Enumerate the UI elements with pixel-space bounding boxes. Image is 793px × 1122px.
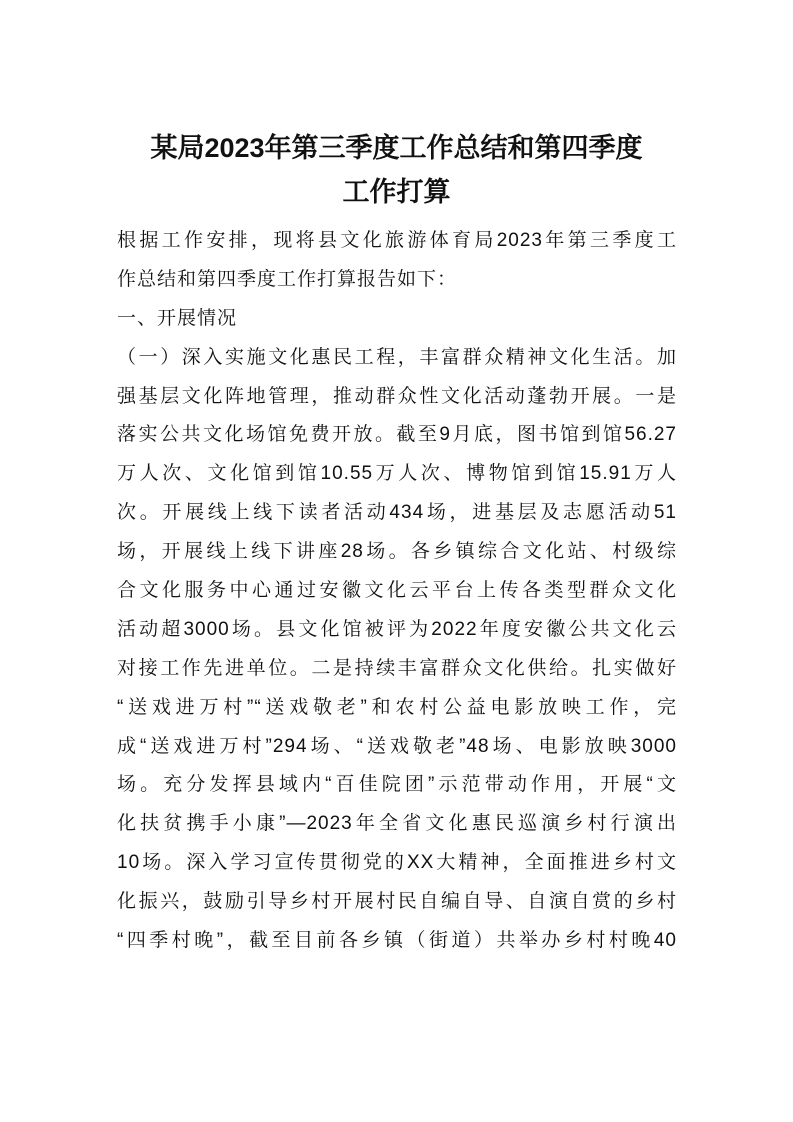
body-line: 活动超3000场。县文化馆被评为2022年度安徽公共文化云 [117,618,677,640]
body-line: 次。开展线上线下读者活动434场，进基层及志愿活动51 [117,502,677,524]
document-title-line-1: 某局2023年第三季度工作总结和第四季度 [150,133,643,163]
document-title-line-2: 工作打算 [342,177,451,207]
body-line: 合文化服务中心通过安徽文化云平台上传各类型群众文化 [117,580,677,602]
body-line: 场，开展线上线下讲座28场。各乡镇综合文化站、村级综 [117,541,677,563]
body-line: 场。充分发挥县域内“百佳院团”示范带动作用，开展“文 [117,774,677,796]
document-body [117,222,677,961]
body-line: 强基层文化阵地管理，推动群众性文化活动蓬勃开展。一是 [117,385,677,407]
section-heading: 一、开展情况 [117,307,238,329]
body-line: 化振兴，鼓励引导乡村开展村民自编自导、自演自赏的乡村 [117,891,677,913]
body-line: 对接工作先进单位。二是持续丰富群众文化供给。扎实做好 [117,657,677,679]
body-line: （一）深入实施文化惠民工程，丰富群众精神文化生活。加 [117,346,677,368]
body-line: 成“送戏进万村”294场、“送戏敬老”48场、电影放映3000 [117,735,677,757]
body-line: 化扶贫携手小康”—2023年全省文化惠民巡演乡村行演出 [117,813,677,835]
body-line: “送戏进万村”“送戏敬老”和农村公益电影放映工作，完 [117,696,677,718]
body-line: 落实公共文化场馆免费开放。截至9月底，图书馆到馆56.27 [117,424,677,446]
body-line: 万人次、文化馆到馆10.55万人次、博物馆到馆15.91万人 [117,463,677,485]
body-line: 作总结和第四季度工作打算报告如下： [117,268,458,290]
body-line: “四季村晚”，截至目前各乡镇（街道）共举办乡村村晚40 [117,930,677,952]
body-line: 10场。深入学习宣传贯彻党的XX大精神，全面推进乡村文 [117,852,677,874]
body-line: 根据工作安排，现将县文化旅游体育局2023年第三季度工 [117,230,677,251]
